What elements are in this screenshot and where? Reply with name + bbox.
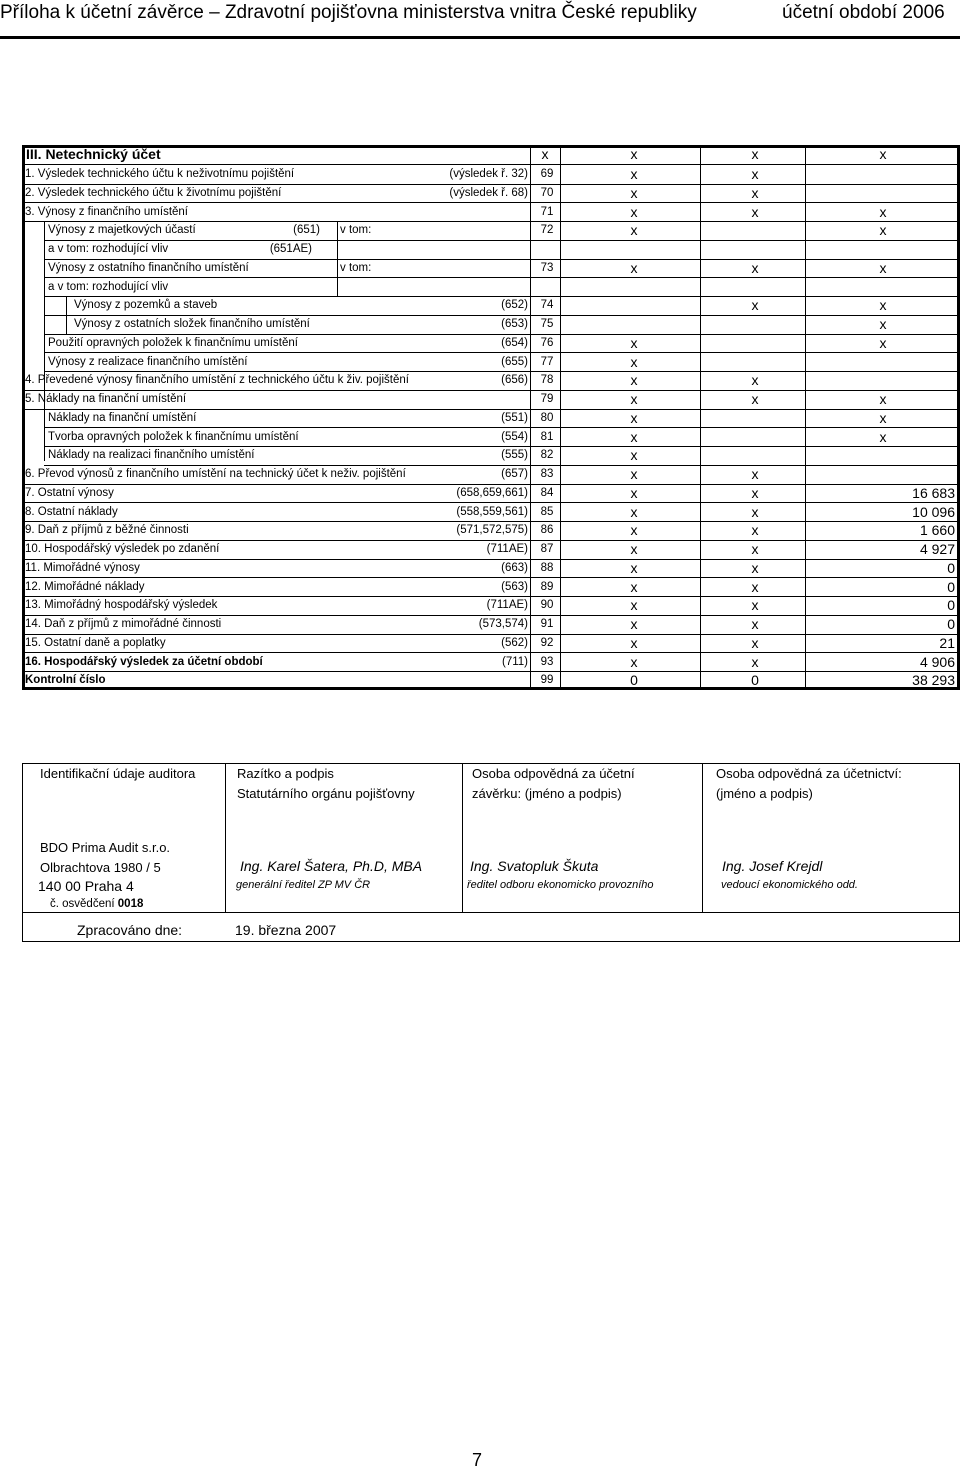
table-row <box>0 559 960 578</box>
table-row <box>0 353 960 372</box>
row-ref: (663) <box>501 561 528 574</box>
row-col2: x <box>751 466 759 482</box>
statutory-name: Ing. Karel Šatera, Ph.D, MBA <box>240 858 423 874</box>
row-label: 5. Náklady na finanční umístění <box>25 393 187 405</box>
row-col1: x <box>630 616 638 632</box>
row-ref: (551) <box>501 411 528 424</box>
row-label: Použití opravných položek k finančnímu umístění <box>48 336 298 349</box>
auditor-street: Olbrachtova 1980 / 5 <box>40 860 161 875</box>
stamp-label-2: Statutárního orgánu pojišťovny <box>237 786 415 801</box>
resp1-label-1: Osoba odpovědná za účetní <box>472 766 635 781</box>
row-col3: x <box>879 222 887 239</box>
table-row <box>0 653 960 672</box>
row-col3: 0 <box>947 559 955 576</box>
row-col3: 1 660 <box>919 522 955 539</box>
row-ref: (573,574) <box>478 618 528 630</box>
resp2-name: Ing. Josef Krejdl <box>722 858 823 874</box>
row-col3: 16 683 <box>912 484 955 501</box>
processed-date: 19. března 2007 <box>235 922 337 938</box>
auditor-cert-label: č. osvědčení <box>50 898 115 910</box>
table-row <box>0 671 960 690</box>
stamp-label-1: Razítko a podpis <box>237 766 334 781</box>
row-col1: x <box>630 597 638 614</box>
row-col1: x <box>630 653 638 670</box>
row-ref: (651AE) <box>269 243 312 255</box>
row-label: Výnosy z ostatního finančního umístění <box>48 261 249 274</box>
row-col1: x <box>630 184 638 201</box>
row-number: 91 <box>540 618 554 630</box>
row-col3: x <box>879 428 887 445</box>
row-number: 78 <box>540 374 554 387</box>
row-col1: x <box>630 428 638 445</box>
row-col2: x <box>751 484 759 501</box>
row-ref: (711AE) <box>486 599 528 612</box>
auditor-cert-no: 0018 <box>117 898 144 910</box>
table-row <box>0 428 960 447</box>
row-label: 8. Ostatní náklady <box>25 505 118 518</box>
row-number: 79 <box>540 393 554 405</box>
row-col1: x <box>630 166 638 182</box>
row-label: 1. Výsledek technického účtu k neživotnímu pojištění <box>25 168 295 180</box>
table-row <box>0 221 960 240</box>
row-number: 99 <box>540 674 554 687</box>
row-number: 86 <box>540 524 554 537</box>
row-label: 10. Hospodářský výsledek po zdanění <box>25 543 220 555</box>
row-col1: x <box>630 203 638 220</box>
table-row <box>0 503 960 522</box>
resp1-label-2: závěrku: (jméno a podpis) <box>472 786 622 801</box>
table-row <box>0 165 960 184</box>
row-col3: 38 293 <box>912 672 955 689</box>
row-col2: x <box>751 653 759 670</box>
table-row <box>0 465 960 484</box>
row-label: 6. Převod výnosů z finančního umístění na technický účet k neživ. pojištění <box>25 468 406 480</box>
table-row <box>0 446 960 465</box>
row-col3: x <box>879 297 887 314</box>
row-col1: x <box>630 466 638 482</box>
title-mark: x <box>630 146 638 162</box>
table-row <box>0 615 960 634</box>
row-ref: (654) <box>501 336 528 349</box>
row-col2: x <box>751 541 759 557</box>
row-col2: x <box>751 297 759 314</box>
row-number: 84 <box>540 486 554 499</box>
row-number: 88 <box>540 561 554 574</box>
row-col3: 0 <box>947 597 955 614</box>
row-label: Náklady na finanční umístění <box>48 411 197 424</box>
row-col3: x <box>879 391 887 407</box>
row-col3: x <box>879 259 887 276</box>
row-number: 83 <box>540 468 554 480</box>
row-number: 80 <box>540 411 554 424</box>
resp2-role: vedoucí ekonomického odd. <box>721 879 858 891</box>
processed-label: Zpracováno dne: <box>77 922 183 938</box>
table-title: III. Netechnický účet <box>26 146 161 162</box>
resp1-role: ředitel odboru ekonomicko provozního <box>467 879 654 891</box>
table-row <box>0 409 960 428</box>
row-col1: x <box>630 222 638 239</box>
row-col1: x <box>630 522 638 539</box>
header-period: účetní období 2006 <box>782 2 945 23</box>
row-col1: x <box>630 334 638 351</box>
row-label: 11. Mimořádné výnosy <box>25 561 140 574</box>
row-col2: x <box>751 259 759 276</box>
row-label: 9. Daň z příjmů z běžné činnosti <box>25 524 189 537</box>
title-mark: x <box>751 146 759 162</box>
table-row <box>0 371 960 390</box>
table-row <box>0 259 960 278</box>
row-col2: x <box>751 166 759 182</box>
row-label: Výnosy z realizace finančního umístění <box>48 355 248 368</box>
row-col1: x <box>630 484 638 501</box>
row-col1: x <box>630 541 638 557</box>
page-header <box>0 0 960 39</box>
row-col3: 21 <box>939 634 955 651</box>
row-col1: x <box>630 353 638 370</box>
row-col2: x <box>751 391 759 407</box>
row-number: 87 <box>540 543 554 555</box>
table-row <box>0 540 960 559</box>
resp1-name: Ing. Svatopluk Škuta <box>470 858 599 874</box>
row-col2: x <box>751 503 759 520</box>
row-col2: x <box>751 597 759 614</box>
row-col1: x <box>630 559 638 576</box>
row-label: 4. Převedené výnosy finančního umístění z technického účtu k živ. pojištění <box>25 374 409 387</box>
row-col3: 10 096 <box>912 503 955 520</box>
auditor-name: BDO Prima Audit s.r.o. <box>40 840 171 855</box>
title-mark: x <box>879 146 887 162</box>
row-col3: x <box>879 409 887 426</box>
row-ref: (651) <box>293 224 320 237</box>
row-col1: 0 <box>630 672 638 689</box>
row-ref: (555) <box>501 449 528 462</box>
row-ref: (554) <box>501 430 528 443</box>
row-col2: x <box>751 634 759 651</box>
row-col3: 4 927 <box>919 541 955 557</box>
table-row <box>0 296 960 315</box>
auditor-label: Identifikační údaje auditora <box>40 766 196 781</box>
row-col1: x <box>630 391 638 407</box>
row-label: Výnosy z ostatních složek finančního umístění <box>74 318 310 330</box>
row-label: 16. Hospodářský výsledek za účetní období <box>25 655 263 668</box>
row-label: Tvorba opravných položek k finančnímu umístění <box>48 430 299 443</box>
row-col1: x <box>630 578 638 595</box>
row-col2: x <box>751 372 759 389</box>
row-ref: (571,572,575) <box>456 524 528 537</box>
row-col2: x <box>751 578 759 595</box>
row-ref: (652) <box>501 299 528 312</box>
row-label: a v tom: rozhodující vliv <box>48 280 169 293</box>
table-row <box>0 390 960 409</box>
row-ref: (656) <box>501 374 528 387</box>
row-number: 75 <box>540 318 554 330</box>
row-number: 77 <box>540 355 554 368</box>
row-ref: (711AE) <box>486 543 528 555</box>
row-col3: 0 <box>947 616 955 632</box>
row-col2: x <box>751 559 759 576</box>
row-number: 90 <box>540 599 554 612</box>
row-label: 14. Daň z příjmů z mimořádné činnosti <box>25 618 222 630</box>
row-ref: (658,659,661) <box>456 486 528 499</box>
row-label: a v tom: rozhodující vliv <box>48 243 169 255</box>
row-ref: (655) <box>501 355 528 368</box>
row-col1: x <box>630 372 638 389</box>
table-row <box>0 578 960 597</box>
row-number: 89 <box>540 580 554 593</box>
row-col3: 4 906 <box>919 653 955 670</box>
table-row <box>0 315 960 334</box>
table-row <box>0 634 960 653</box>
row-col3: x <box>879 334 887 351</box>
row-col1: x <box>630 634 638 651</box>
table-row <box>0 596 960 615</box>
row-col3: x <box>879 203 887 220</box>
row-label: 13. Mimořádný hospodářský výsledek <box>25 599 218 612</box>
row-col1: x <box>630 447 638 464</box>
row-ref: (653) <box>501 318 528 330</box>
row-col2: x <box>751 522 759 539</box>
auditor-city: 140 00 Praha 4 <box>38 878 134 894</box>
row-vtom: v tom: <box>340 224 372 237</box>
row-number: 93 <box>540 655 554 668</box>
table-row <box>0 184 960 203</box>
page-number: 7 <box>472 1450 483 1470</box>
row-col1: x <box>630 259 638 276</box>
row-label: Výnosy z pozemků a staveb <box>74 299 218 312</box>
row-col1: x <box>630 503 638 520</box>
row-ref: (563) <box>501 580 528 593</box>
table-row <box>0 334 960 353</box>
row-ref: (558,559,561) <box>456 505 528 518</box>
row-col2: x <box>751 203 759 220</box>
row-number: 72 <box>540 224 554 237</box>
row-vtom: v tom: <box>340 261 372 274</box>
row-number: 85 <box>540 505 554 518</box>
row-col2: 0 <box>751 672 759 689</box>
row-label: 15. Ostatní daně a poplatky <box>25 636 166 649</box>
auditor-cert <box>50 898 143 910</box>
row-number: 82 <box>540 449 554 462</box>
row-label: 3. Výnosy z finančního umístění <box>25 205 189 218</box>
row-ref: (657) <box>501 468 528 480</box>
table-row <box>0 278 960 297</box>
table-row <box>0 240 960 259</box>
title-mark: x <box>541 146 549 162</box>
header-title: Příloha k účetní závěrce – Zdravotní pojišťovna ministerstva vnitra České republiky <box>0 2 697 23</box>
table-row <box>0 521 960 540</box>
row-label: Výnosy z majetkových účastí <box>48 224 196 237</box>
statutory-role: generální ředitel ZP MV ČR <box>236 879 371 891</box>
row-number: 92 <box>540 636 554 649</box>
row-ref: (562) <box>501 636 528 649</box>
row-col2: x <box>751 184 759 201</box>
row-col3: 0 <box>947 578 955 595</box>
row-col3: x <box>879 316 887 332</box>
table-row <box>0 484 960 503</box>
row-label: Kontrolní číslo <box>25 674 106 687</box>
resp2-label-1: Osoba odpovědná za účetnictví: <box>716 766 902 781</box>
resp2-label-2: (jméno a podpis) <box>716 786 813 801</box>
row-number: 71 <box>540 205 554 218</box>
row-label: 7. Ostatní výnosy <box>25 486 114 499</box>
row-ref: (výsledek ř. 32) <box>449 168 528 180</box>
row-label: 12. Mimořádné náklady <box>25 580 145 593</box>
row-label: 2. Výsledek technického účtu k životnímu pojištění <box>25 186 282 199</box>
row-number: 70 <box>540 186 554 199</box>
row-number: 81 <box>540 430 554 443</box>
table-row <box>0 203 960 222</box>
row-number: 73 <box>540 261 554 274</box>
row-number: 76 <box>540 336 554 349</box>
row-col1: x <box>630 409 638 426</box>
row-number: 74 <box>540 299 554 312</box>
row-number: 69 <box>540 168 554 180</box>
row-col2: x <box>751 616 759 632</box>
row-ref: (711) <box>502 655 528 668</box>
table-title-row <box>0 145 960 165</box>
row-label: Náklady na realizaci finančního umístění <box>48 449 255 462</box>
row-ref: (výsledek ř. 68) <box>449 186 528 199</box>
